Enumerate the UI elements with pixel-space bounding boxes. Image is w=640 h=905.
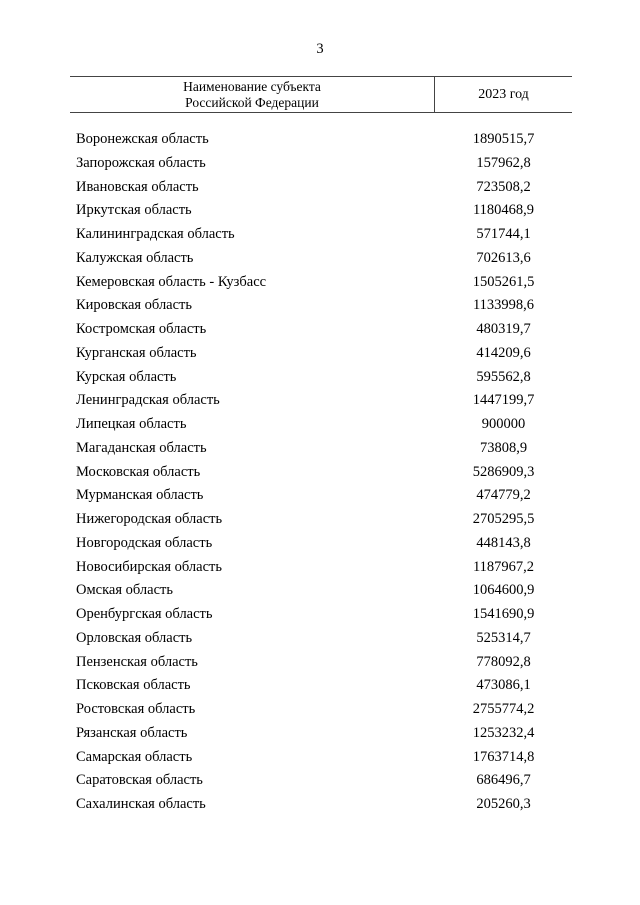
table-row <box>70 342 572 366</box>
region-name: Воронежская область <box>76 131 209 147</box>
table-row <box>70 674 572 698</box>
region-value: 1180468,9 <box>472 202 535 219</box>
table-row <box>70 318 572 342</box>
region-name: Магаданская область <box>76 439 207 456</box>
header-region-line1: Наименование субъекта <box>183 78 321 94</box>
region-name: Саратовская область <box>76 772 203 789</box>
table-body <box>70 128 572 817</box>
table-row <box>70 508 572 532</box>
region-value: 1763714,8 <box>472 748 535 765</box>
table-header <box>70 76 572 113</box>
region-value: 73808,9 <box>479 439 528 456</box>
table-row <box>70 579 572 603</box>
table-row <box>70 722 572 746</box>
region-value: 205260,3 <box>476 796 531 812</box>
table-row <box>70 698 572 722</box>
table-row <box>70 746 572 770</box>
region-value: 1187967,2 <box>472 558 535 575</box>
region-name: Московская область <box>76 463 201 480</box>
table-row <box>70 793 572 817</box>
region-name: Орловская область <box>76 629 193 646</box>
region-name: Новгородская область <box>76 534 213 551</box>
region-value: 525314,7 <box>476 629 531 646</box>
region-value: 414209,6 <box>476 344 531 361</box>
region-value: 474779,2 <box>476 487 531 504</box>
table-row <box>70 199 572 223</box>
table-row <box>70 152 572 176</box>
region-name: Рязанская область <box>76 724 188 741</box>
region-value: 473086,1 <box>476 677 531 694</box>
region-name: Курская область <box>76 368 177 385</box>
table-row <box>70 603 572 627</box>
region-value: 1505261,5 <box>472 273 535 290</box>
region-value: 157962,8 <box>476 154 531 171</box>
header-region-line2: Российской Федерации <box>185 94 319 110</box>
region-name: Иркутская область <box>76 202 192 219</box>
region-value: 595562,8 <box>476 368 531 385</box>
header-region-column <box>70 77 434 112</box>
region-name: Кировская область <box>76 297 193 314</box>
region-value: 1890515,7 <box>472 131 535 147</box>
regions-table <box>70 76 572 812</box>
region-name: Ивановская область <box>76 178 199 195</box>
table-row <box>70 769 572 793</box>
table-row <box>70 484 572 508</box>
region-name: Псковская область <box>76 677 191 694</box>
region-value: 480319,7 <box>476 321 531 337</box>
table-row <box>70 389 572 413</box>
table-row <box>70 413 572 437</box>
table-row <box>70 651 572 675</box>
region-name: Нижегородская область <box>76 511 223 527</box>
table-row <box>70 128 572 152</box>
region-value: 2705295,5 <box>472 511 535 527</box>
region-name: Кемеровская область - Кузбасс <box>76 273 267 290</box>
table-row <box>70 271 572 295</box>
header-year-column: 2023 год <box>478 86 529 102</box>
region-name: Костромская область <box>76 321 207 337</box>
region-name: Ленинградская область <box>76 392 220 409</box>
table-row <box>70 532 572 556</box>
region-value: 2755774,2 <box>472 701 535 717</box>
table-row <box>70 366 572 390</box>
region-value: 571744,1 <box>476 226 531 242</box>
region-name: Калининградская область <box>76 226 235 242</box>
region-value: 1133998,6 <box>472 297 535 314</box>
region-value: 5286909,3 <box>472 463 535 480</box>
region-name: Запорожская область <box>76 154 206 171</box>
table-row <box>70 627 572 651</box>
region-value: 900000 <box>481 416 526 432</box>
region-value: 702613,6 <box>476 249 531 266</box>
table-row <box>70 247 572 271</box>
region-name: Калужская область <box>76 249 194 266</box>
region-name: Омская область <box>76 582 173 599</box>
table-row <box>70 437 572 461</box>
region-name: Самарская область <box>76 748 193 765</box>
region-name: Новосибирская область <box>76 558 222 575</box>
region-value: 723508,2 <box>476 178 531 195</box>
table-row <box>70 223 572 247</box>
region-name: Мурманская область <box>76 487 204 504</box>
region-value: 1253232,4 <box>472 724 535 741</box>
region-value: 1447199,7 <box>472 392 535 409</box>
region-name: Липецкая область <box>76 416 187 432</box>
region-name: Сахалинская область <box>76 796 206 812</box>
region-name: Оренбургская область <box>76 606 213 622</box>
region-name: Пензенская область <box>76 653 198 670</box>
region-value: 686496,7 <box>476 772 531 789</box>
region-name: Ростовская область <box>76 701 196 717</box>
table-row <box>70 461 572 485</box>
region-value: 1541690,9 <box>472 606 535 622</box>
table-row <box>70 176 572 200</box>
region-value: 778092,8 <box>476 653 531 670</box>
table-row <box>70 556 572 580</box>
region-value: 448143,8 <box>476 534 531 551</box>
page-number: 3 <box>316 41 324 57</box>
table-row <box>70 294 572 318</box>
region-value: 1064600,9 <box>472 582 535 599</box>
region-name: Курганская область <box>76 344 197 361</box>
